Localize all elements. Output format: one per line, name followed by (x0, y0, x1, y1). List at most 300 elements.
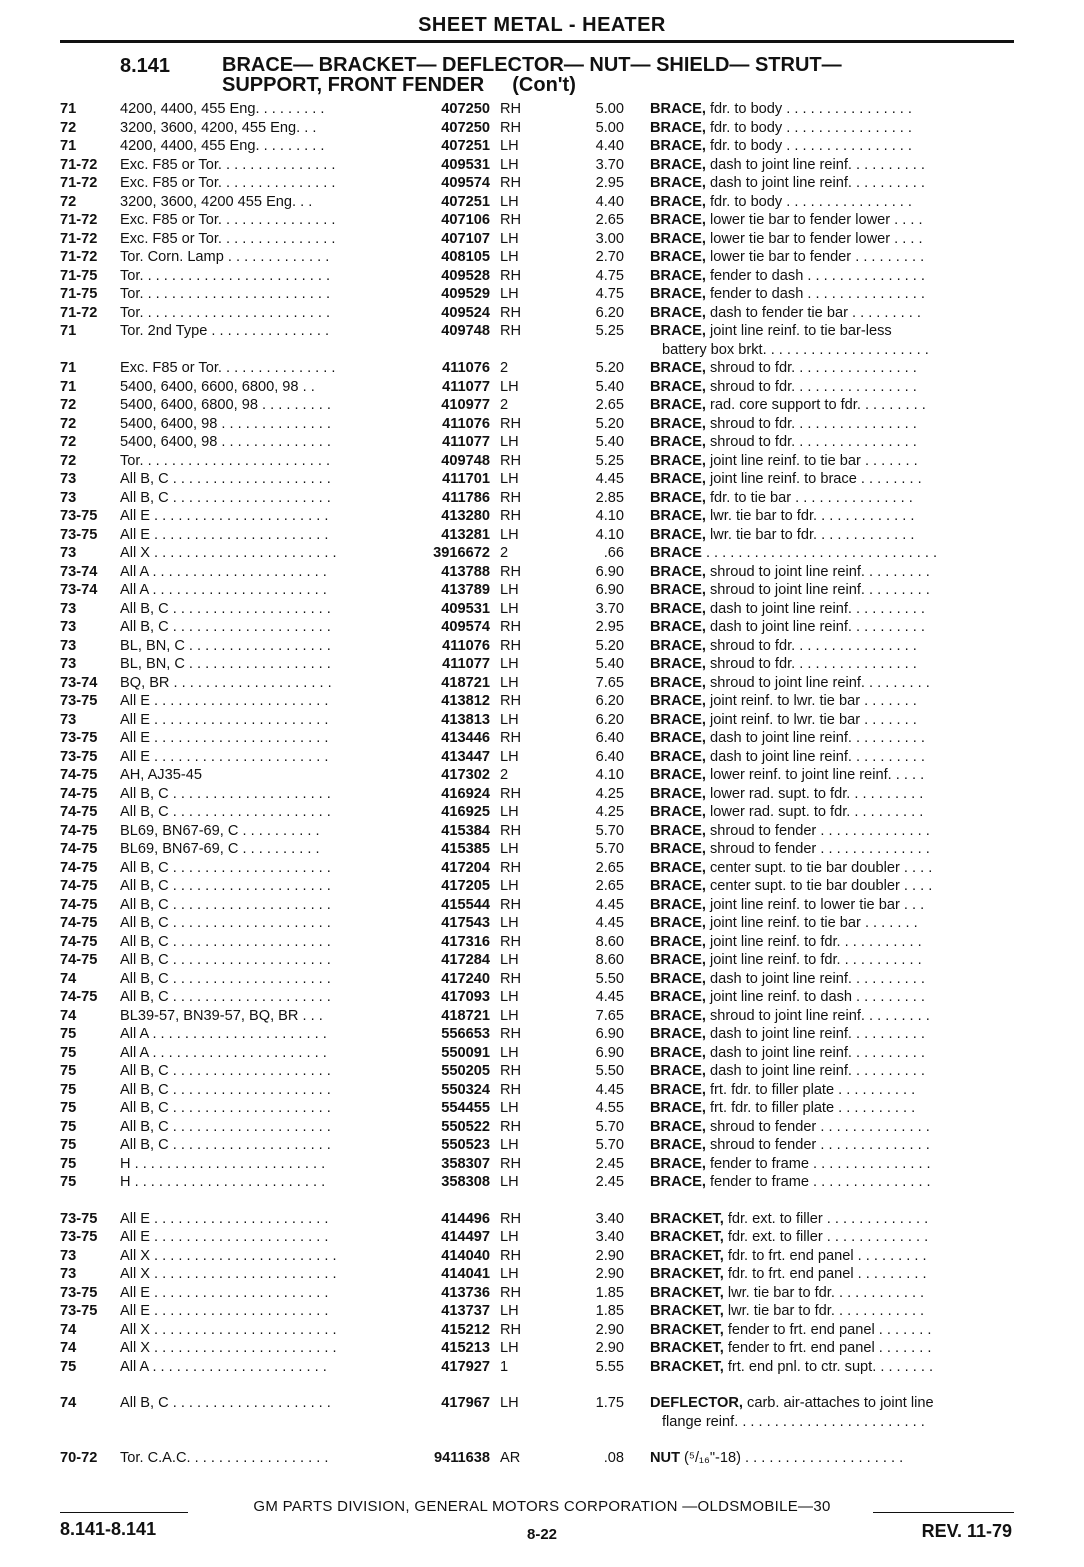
table-row (0, 637, 1084, 656)
part-number-cell: 413789 (441, 582, 490, 598)
top-rule (60, 40, 1014, 43)
application-cell: 4200, 4400, 455 Eng. . . . . . . . . (120, 101, 325, 117)
year-cell: 75 (60, 1026, 77, 1042)
description-cell (650, 748, 1012, 767)
side-cell: LH (500, 526, 519, 543)
description-text: center supt. to tie bar doubler . . . . (705, 859, 933, 876)
description-cell (650, 396, 1012, 415)
section-title-line1: BRACE— BRACKET— DEFLECTOR— NUT— SHIELD— STRUT— (222, 54, 842, 76)
table-row (0, 1136, 1084, 1155)
side-cell: RH (500, 822, 522, 839)
description-text: . . . . . . . . . . . . . . . . . . . . . . . . . . . . . (701, 545, 938, 561)
application-cell: All X . . . . . . . . . . . . . . . . . . . . . . . (120, 545, 337, 561)
side-cell: LH (500, 600, 519, 617)
description-text: shroud to fdr. . . . . . . . . . . . . . . . (705, 434, 917, 450)
year-cell: 70-72 (60, 1450, 98, 1466)
side-cell: LH (500, 378, 519, 395)
description-text: lwr. tie bar to fdr. . . . . . . . . . . . . (705, 526, 915, 543)
application-cell: H . . . . . . . . . . . . . . . . . . . . . . . . (120, 1155, 326, 1172)
description-text: lwr. tie bar to fdr. . . . . . . . . . . . . (705, 508, 915, 524)
description-keyword: BRACE, (650, 656, 706, 672)
price-cell: .08 (603, 1450, 624, 1466)
description-cell (650, 970, 1012, 989)
description-cell (650, 766, 1012, 785)
side-cell: LH (500, 230, 519, 247)
year-cell: 74-75 (60, 878, 98, 894)
year-cell: 71-72 (60, 304, 98, 321)
side-cell: RH (500, 323, 522, 339)
table-row (0, 193, 1084, 212)
application-cell: All B, C . . . . . . . . . . . . . . . . . . . . (120, 1118, 331, 1135)
side-cell: RH (500, 415, 522, 432)
description-keyword: BRACE, (650, 600, 706, 617)
price-cell: 4.10 (595, 508, 624, 524)
year-cell: 73-75 (60, 693, 98, 709)
table-row (0, 285, 1084, 304)
description-text: shroud to fender . . . . . . . . . . . . . . (705, 822, 930, 839)
application-cell: 5400, 6400, 6800, 98 . . . . . . . . . (120, 397, 331, 413)
description-cell (650, 1173, 1012, 1192)
table-row (0, 581, 1084, 600)
application-cell: All E . . . . . . . . . . . . . . . . . . . . . . (120, 693, 329, 709)
application-cell: Exc. F85 or Tor. . . . . . . . . . . . . . . (120, 212, 336, 228)
part-number-cell: 550205 (441, 1063, 490, 1079)
table-row (0, 1247, 1084, 1266)
price-cell: 2.90 (595, 1247, 624, 1264)
application-cell: All E . . . . . . . . . . . . . . . . . . . . . . (120, 1210, 329, 1227)
description-text: fdr. to frt. end panel . . . . . . . . . (723, 1266, 927, 1282)
year-cell: 75 (60, 1044, 77, 1061)
price-cell: 4.45 (595, 896, 624, 913)
application-cell: All B, C . . . . . . . . . . . . . . . . . . . . (120, 878, 331, 894)
description-cell (650, 211, 1012, 230)
description-cell (650, 951, 1012, 970)
description-text: fdr. to body . . . . . . . . . . . . . . . . (705, 138, 912, 154)
year-cell: 73-74 (60, 674, 98, 691)
description-keyword: BRACKET, (650, 1229, 724, 1245)
application-cell: All B, C . . . . . . . . . . . . . . . . . . . . (120, 933, 331, 950)
year-cell: 74-75 (60, 785, 98, 802)
description-cell (650, 1394, 1012, 1413)
price-cell: 3.40 (595, 1210, 624, 1227)
side-cell: LH (500, 1229, 519, 1245)
description-cell (650, 119, 1012, 138)
description-text: fender to frt. end panel . . . . . . . (723, 1340, 932, 1356)
price-cell: 5.40 (595, 656, 624, 672)
year-cell: 73 (60, 1266, 77, 1282)
price-cell: 4.75 (595, 267, 624, 284)
application-cell: All A . . . . . . . . . . . . . . . . . . . . . . (120, 582, 327, 598)
part-number-cell: 418721 (441, 674, 490, 691)
side-cell: LH (500, 656, 519, 672)
table-row (0, 174, 1084, 193)
description-cell (650, 452, 1012, 471)
description-cell (650, 1155, 1012, 1174)
year-cell: 71 (60, 378, 77, 395)
description-text: lwr. tie bar to fdr. . . . . . . . . . . . (723, 1284, 925, 1301)
application-cell: All E . . . . . . . . . . . . . . . . . . . . . . (120, 1284, 329, 1301)
application-cell: BQ, BR . . . . . . . . . . . . . . . . . . . . (120, 674, 332, 691)
description-keyword: BRACE, (650, 563, 706, 580)
description-cell (650, 248, 1012, 267)
description-keyword: BRACE, (650, 693, 706, 709)
part-number-cell: 415384 (441, 822, 490, 839)
side-cell: LH (500, 582, 519, 598)
description-keyword: BRACE, (650, 1063, 706, 1079)
description-text: dash to fender tie bar . . . . . . . . . (705, 304, 921, 321)
side-cell: LH (500, 1174, 519, 1190)
description-keyword: BRACE, (650, 286, 706, 302)
part-number-cell: 413446 (441, 730, 490, 746)
description-cell (650, 433, 1012, 452)
description-cell (650, 1339, 1012, 1358)
description-cell (650, 304, 1012, 323)
application-cell: All A . . . . . . . . . . . . . . . . . . . . . . (120, 1026, 327, 1042)
price-cell: 6.20 (595, 693, 624, 709)
description-keyword: BRACE, (650, 933, 706, 950)
section-title (222, 55, 842, 95)
description-keyword: BRACE, (650, 822, 706, 839)
description-text: dash to joint line reinf. . . . . . . . . . (705, 600, 925, 617)
side-cell: 2 (500, 767, 509, 783)
description-keyword: BRACE, (650, 1044, 706, 1061)
application-cell: All E . . . . . . . . . . . . . . . . . . . . . . (120, 1303, 329, 1319)
description-text: (⁵/₁₆"-18) . . . . . . . . . . . . . . . . . . . . (680, 1450, 904, 1466)
description-keyword: BRACKET, (650, 1247, 724, 1264)
description-text: fender to frame . . . . . . . . . . . . . . . (705, 1174, 931, 1190)
part-number-cell: 358308 (441, 1174, 490, 1190)
part-number-cell: 411077 (442, 378, 490, 395)
description-text: shroud to fdr. . . . . . . . . . . . . . . . (705, 378, 917, 395)
side-cell: 2 (500, 545, 509, 561)
page-title: SHEET METAL - HEATER (418, 14, 666, 36)
description-keyword: BRACE, (650, 378, 706, 395)
table-row (0, 267, 1084, 286)
description-keyword: BRACKET, (650, 1210, 724, 1227)
part-number-cell: 409531 (441, 156, 490, 173)
price-cell: 6.20 (595, 711, 624, 728)
price-cell: 5.20 (595, 415, 624, 432)
application-cell: 5400, 6400, 6600, 6800, 98 . . (120, 378, 315, 395)
table-row (0, 803, 1084, 822)
description-text: lower rad. supt. to fdr. . . . . . . . . . (705, 804, 924, 820)
description-cell (650, 1449, 1012, 1468)
description-keyword: BRACE, (650, 304, 706, 321)
description-text: fender to frt. end panel . . . . . . . (723, 1321, 932, 1338)
year-cell: 75 (60, 1155, 77, 1172)
description-cell (650, 285, 1012, 304)
price-cell: 5.50 (595, 1063, 624, 1079)
side-cell: LH (500, 674, 519, 691)
year-cell: 74 (60, 1340, 77, 1356)
description-text: fdr. ext. to filler . . . . . . . . . . . . . (723, 1229, 929, 1245)
description-cell (650, 933, 1012, 952)
part-number-cell: 9411638 (433, 1450, 490, 1466)
part-number-cell: 413813 (441, 711, 490, 728)
application-cell: All B, C . . . . . . . . . . . . . . . . . . . . (120, 785, 331, 802)
side-cell: RH (500, 1321, 522, 1338)
side-cell: LH (500, 286, 519, 302)
application-cell: All X . . . . . . . . . . . . . . . . . . . . . . . (120, 1321, 337, 1338)
description-keyword: BRACE, (650, 175, 706, 191)
footer-corporation: GM PARTS DIVISION, GENERAL MOTORS CORPORATION —OLDSMOBILE—30 (253, 1498, 831, 1515)
description-cell (650, 230, 1012, 249)
description-cell (650, 1321, 1012, 1340)
description-cell (650, 859, 1012, 878)
application-cell: All A . . . . . . . . . . . . . . . . . . . . . . (120, 1044, 327, 1061)
year-cell: 73 (60, 471, 77, 487)
description-cell (650, 600, 1012, 619)
table-row (0, 304, 1084, 323)
price-cell: 6.90 (595, 582, 624, 598)
part-number-cell: 414040 (441, 1247, 490, 1264)
side-cell: RH (500, 785, 522, 802)
description-cell (650, 100, 1012, 119)
description-text: fender to dash . . . . . . . . . . . . . . . (705, 267, 925, 284)
part-number-cell: 416925 (441, 804, 490, 820)
year-cell: 73 (60, 489, 77, 506)
description-keyword: BRACE, (650, 1137, 706, 1153)
description-cell (650, 692, 1012, 711)
price-cell: 3.00 (595, 230, 624, 247)
price-cell: 4.10 (595, 767, 624, 783)
side-cell: RH (500, 619, 522, 635)
price-cell: 4.45 (595, 471, 624, 487)
part-number-cell: 409748 (441, 323, 490, 339)
description-cell (650, 1062, 1012, 1081)
price-cell: 2.90 (595, 1321, 624, 1338)
part-number-cell: 407250 (441, 119, 490, 136)
description-text: fdr. to body . . . . . . . . . . . . . . . . (705, 101, 912, 117)
description-text: lower tie bar to fender lower . . . . (705, 230, 923, 247)
description-text: shroud to fdr. . . . . . . . . . . . . . . . (705, 415, 917, 432)
application-cell: All B, C . . . . . . . . . . . . . . . . . . . . (120, 600, 331, 617)
description-cell (650, 877, 1012, 896)
description-cell (650, 1136, 1012, 1155)
description-text: frt. end pnl. to ctr. supt. . . . . . . . (723, 1358, 934, 1375)
part-number-cell: 417302 (441, 767, 490, 783)
price-cell: 8.60 (595, 933, 624, 950)
side-cell: LH (500, 1044, 519, 1061)
part-number-cell: 556653 (441, 1026, 490, 1042)
price-cell: 2.95 (595, 619, 624, 635)
description-text: joint line reinf. to dash . . . . . . . . . (705, 989, 925, 1005)
side-cell: 2 (500, 360, 509, 376)
description-cell (650, 267, 1012, 286)
description-keyword: BRACE, (650, 193, 706, 210)
price-cell: 2.65 (595, 212, 624, 228)
price-cell: 1.85 (595, 1284, 624, 1301)
application-cell: All B, C . . . . . . . . . . . . . . . . . . . . (120, 915, 331, 931)
price-cell: 5.70 (595, 822, 624, 839)
part-number-cell: 416924 (441, 785, 490, 802)
part-number-cell: 409524 (441, 304, 490, 321)
description-cell (650, 1247, 1012, 1266)
year-cell: 75 (60, 1100, 77, 1116)
description-cell (650, 988, 1012, 1007)
description-keyword: BRACE, (650, 767, 706, 783)
price-cell: 4.45 (595, 989, 624, 1005)
year-cell: 74-75 (60, 822, 98, 839)
part-number-cell: 415213 (441, 1340, 490, 1356)
table-row (0, 248, 1084, 267)
application-cell: AH, AJ35-45 (120, 767, 202, 783)
year-cell: 72 (60, 434, 77, 450)
description-keyword: BRACE, (650, 101, 706, 117)
side-cell: RH (500, 212, 522, 228)
description-keyword: BRACE, (650, 878, 706, 894)
description-text: center supt. to tie bar doubler . . . . (705, 878, 933, 894)
description-cell (650, 1118, 1012, 1137)
year-cell: 74 (60, 970, 77, 987)
price-cell: 5.50 (595, 970, 624, 987)
price-cell: 6.40 (595, 748, 624, 765)
year-cell: 73 (60, 600, 77, 617)
description-cell (650, 322, 1012, 341)
year-cell: 73 (60, 711, 77, 728)
part-number-cell: 414497 (441, 1229, 490, 1245)
side-cell: RH (500, 508, 522, 524)
table-row (0, 655, 1084, 674)
table-row (0, 1025, 1084, 1044)
application-cell: All E . . . . . . . . . . . . . . . . . . . . . . (120, 526, 329, 543)
description-text: fender to dash . . . . . . . . . . . . . . . (705, 286, 925, 302)
application-cell: BL, BN, C . . . . . . . . . . . . . . . . . . (120, 637, 331, 654)
table-row (0, 433, 1084, 452)
description-text: dash to joint line reinf. . . . . . . . . . (705, 1063, 925, 1079)
description-text: fdr. ext. to filler . . . . . . . . . . . . . (723, 1210, 929, 1227)
description-cell (650, 1099, 1012, 1118)
price-cell: 5.00 (595, 119, 624, 136)
description-cell (650, 711, 1012, 730)
application-cell: BL69, BN67-69, C . . . . . . . . . . (120, 822, 320, 839)
part-number-cell: 417204 (441, 859, 490, 876)
description-keyword: BRACE, (650, 212, 706, 228)
description-text: dash to joint line reinf. . . . . . . . . . (705, 156, 925, 173)
description-text: fdr. to body . . . . . . . . . . . . . . . . (705, 193, 912, 210)
table-row (0, 1321, 1084, 1340)
price-cell: 5.20 (595, 637, 624, 654)
description-keyword: BRACE, (650, 730, 706, 746)
year-cell: 73 (60, 637, 77, 654)
side-cell: LH (500, 1340, 519, 1356)
table-row (0, 507, 1084, 526)
part-number-cell: 413812 (441, 693, 490, 709)
description-text: shroud to joint line reinf. . . . . . . . . (705, 563, 930, 580)
table-row (0, 785, 1084, 804)
side-cell: LH (500, 193, 519, 210)
description-cell (650, 415, 1012, 434)
description-text: joint line reinf. to fdr. . . . . . . . . . . (705, 933, 922, 950)
year-cell: 74-75 (60, 804, 98, 820)
application-cell: 3200, 3600, 4200 455 Eng. . . (120, 193, 313, 210)
section-title-line2: SUPPORT, FRONT FENDER (Con't) (222, 74, 576, 96)
description-text: shroud to fender . . . . . . . . . . . . . . (705, 841, 930, 857)
table-row (0, 914, 1084, 933)
side-cell: RH (500, 693, 522, 709)
application-cell: Exc. F85 or Tor. . . . . . . . . . . . . . . (120, 175, 336, 191)
side-cell: AR (500, 1450, 521, 1466)
parts-list (0, 100, 1084, 1468)
table-row (0, 526, 1084, 545)
side-cell: LH (500, 915, 519, 931)
application-cell: All B, C . . . . . . . . . . . . . . . . . . . . (120, 619, 331, 635)
table-row (0, 600, 1084, 619)
table-row (0, 896, 1084, 915)
side-cell: 2 (500, 397, 509, 413)
side-cell: RH (500, 1155, 522, 1172)
table-row (0, 100, 1084, 119)
price-cell: 4.40 (595, 193, 624, 210)
table-row (0, 1044, 1084, 1063)
table-row (0, 1155, 1084, 1174)
side-cell: LH (500, 249, 519, 265)
table-row (0, 618, 1084, 637)
part-number-cell: 414041 (441, 1266, 490, 1282)
year-cell: 73-75 (60, 1229, 98, 1245)
description-cell (650, 137, 1012, 156)
description-text: dash to joint line reinf. . . . . . . . . . (705, 619, 925, 635)
description-cell (650, 618, 1012, 637)
description-keyword: BRACE, (650, 952, 706, 968)
year-cell: 72 (60, 415, 77, 432)
description-keyword: BRACKET, (650, 1284, 724, 1301)
part-number-cell: 414496 (441, 1210, 490, 1227)
side-cell: LH (500, 841, 519, 857)
year-cell: 73 (60, 656, 77, 672)
table-row (0, 1062, 1084, 1081)
description-text: dash to joint line reinf. . . . . . . . . . (705, 175, 925, 191)
description-cell (650, 174, 1012, 193)
description-text: dash to joint line reinf. . . . . . . . . . (705, 730, 925, 746)
year-cell: 72 (60, 119, 77, 136)
side-cell: LH (500, 1137, 519, 1153)
description-text: joint line reinf. to tie bar . . . . . . . (705, 452, 918, 469)
year-cell: 71 (60, 323, 77, 339)
side-cell: RH (500, 896, 522, 913)
price-cell: 2.45 (595, 1174, 624, 1190)
description-cell (650, 563, 1012, 582)
table-row (0, 1265, 1084, 1284)
side-cell: LH (500, 138, 519, 154)
application-cell: All X . . . . . . . . . . . . . . . . . . . . . . . (120, 1247, 337, 1264)
price-cell: 2.95 (595, 175, 624, 191)
table-row (0, 1007, 1084, 1026)
description-continuation: flange reinf. . . . . . . . . . . . . . . . . . . . . . . . (662, 1413, 925, 1430)
description-keyword: BRACE, (650, 156, 706, 173)
table-row (0, 137, 1084, 156)
footer-section-range: 8.141-8.141 (60, 1519, 157, 1539)
description-keyword: BRACE, (650, 804, 706, 820)
side-cell: RH (500, 267, 522, 284)
description-cell (650, 637, 1012, 656)
application-cell: 5400, 6400, 98 . . . . . . . . . . . . . . (120, 415, 331, 432)
part-number-cell: 411076 (442, 637, 490, 654)
description-text: joint line reinf. to brace . . . . . . . . (705, 471, 922, 487)
side-cell: RH (500, 1026, 522, 1042)
description-cell (650, 1044, 1012, 1063)
price-cell: 1.85 (595, 1303, 624, 1319)
table-row (0, 415, 1084, 434)
side-cell: RH (500, 101, 522, 117)
description-keyword: BRACE, (650, 434, 706, 450)
price-cell: 4.45 (595, 915, 624, 931)
year-cell: 75 (60, 1174, 77, 1190)
price-cell: 2.45 (595, 1155, 624, 1172)
description-keyword: BRACE, (650, 397, 706, 413)
footer-revision: REV. 11-79 (921, 1521, 1012, 1541)
side-cell: RH (500, 1118, 522, 1135)
